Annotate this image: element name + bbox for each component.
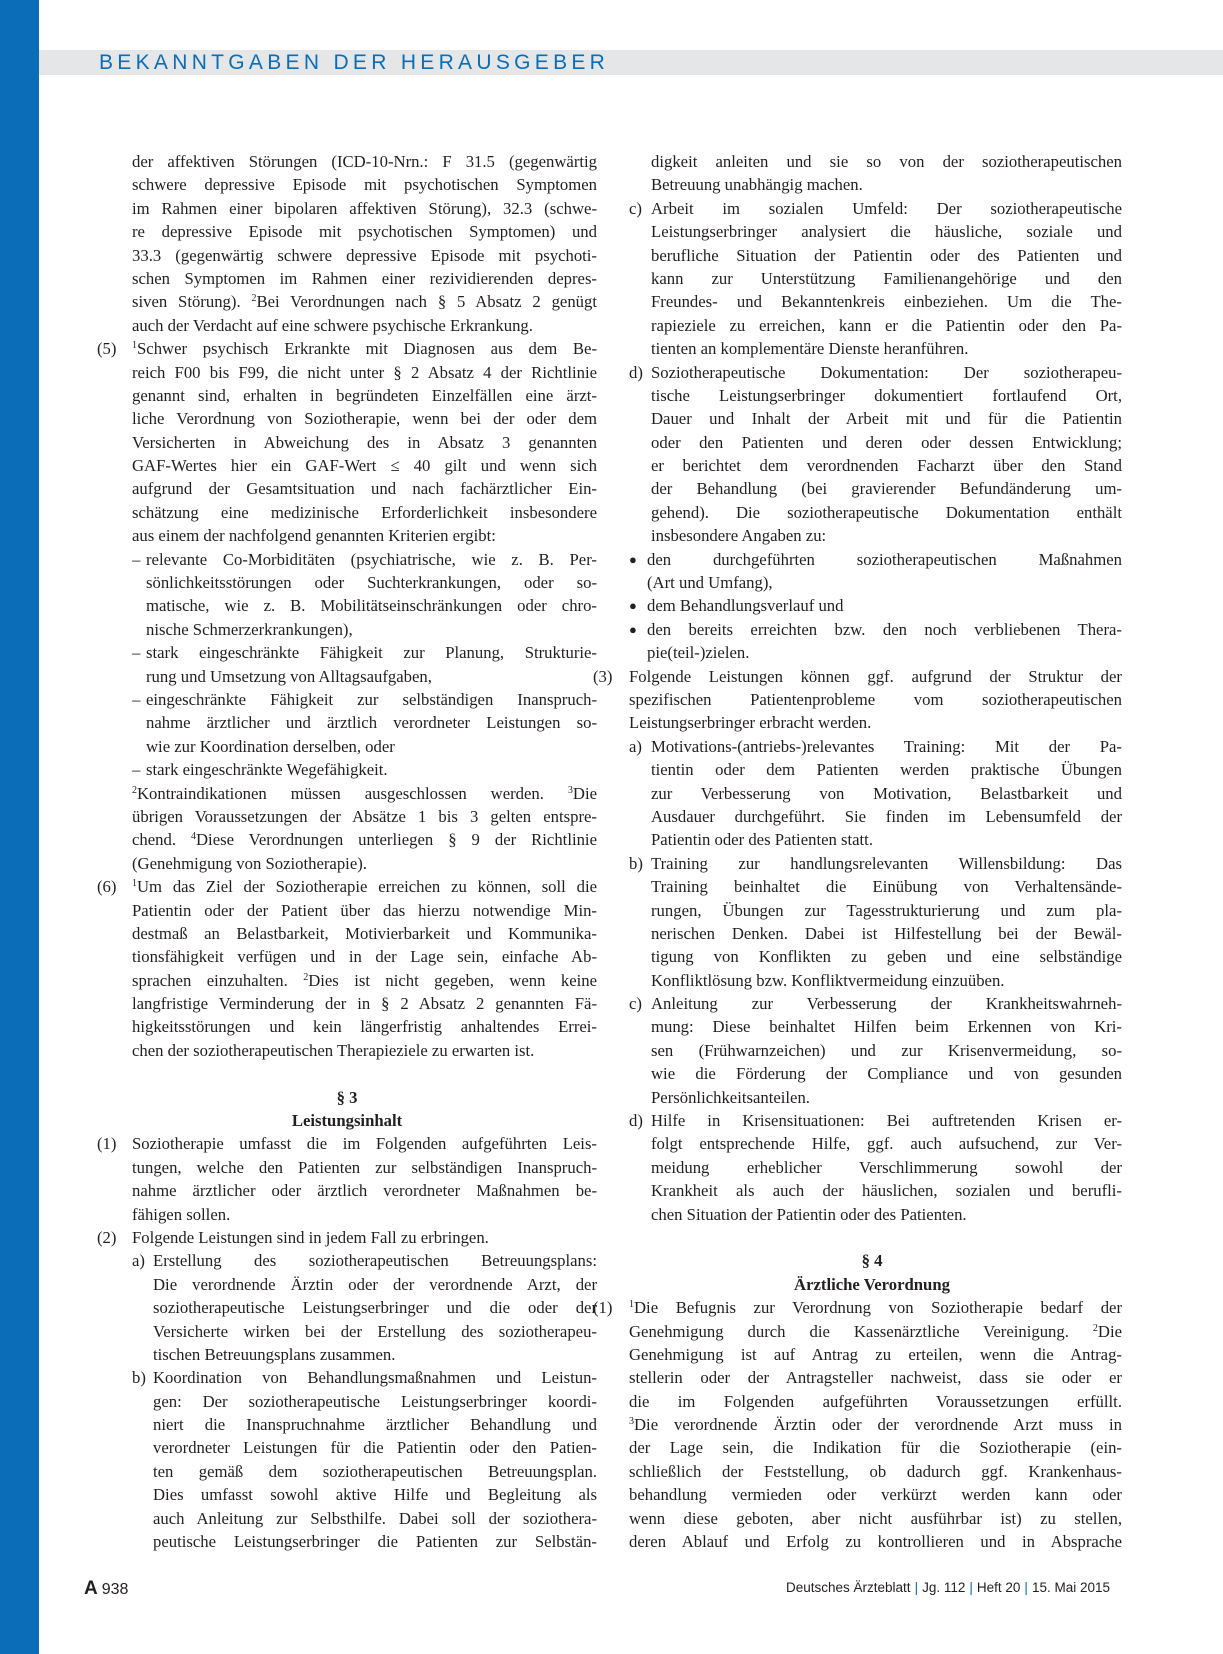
text-line: wie die Förderung der Compliance und von gesunden [651,1064,1122,1084]
paragraph-number: (6) [97,877,117,897]
text-line: ten gemäß dem soziotherapeutischen Betreuungsplan. [153,1461,597,1481]
paragraph-6 [97,875,597,1062]
section-header-title: BEKANNTGABEN DER HERAUSGEBER [99,51,610,74]
spacer [97,1062,597,1085]
text-line: (Art und Umfang), [647,573,773,593]
list-item [622,548,1122,595]
text-line: Krankheit als auch der häuslichen, sozialen und berufli- [651,1181,1122,1201]
text-line: Erstellung des soziotherapeutischen Betreuungsplans: [153,1251,597,1271]
text-line: zur Verbesserung von Motivation, Belastbarkeit und [651,783,1122,803]
bullet-icon: ● [629,598,637,614]
text-line: er berichtet dem verordnenden Facharzt über den Stand [651,456,1122,476]
text-line: berufliche Situation der Patientin oder des Patienten und [651,245,1122,265]
documentation-bullet-list [622,548,1122,665]
text-line: relevante Co-Morbiditäten (psychiatrische, wie z. B. Per- [146,549,597,569]
bullet-icon: ● [629,551,637,567]
text-line: destmaß an Belastbarkeit, Motivierbarkeit und Kommunika- [132,923,597,943]
text-line: Genehmigung ist auf Antrag zu erteilen, wenn die Antrag- [629,1344,1122,1364]
text-line: aufgrund der Gesamtsituation und nach fachärztlicher Ein- [132,479,597,499]
paragraph-5 [97,337,597,548]
text-line: Versicherten in Abweichung des in Absatz 3 genannten [132,432,597,452]
text-line: genannt sind, erhalten in begründeten Einzelfällen eine ärzt- [132,385,597,405]
item-a-motivationstraining [622,735,1122,852]
text-line: GAF-Wertes hier ein GAF-Wert ≤ 40 gilt und wenn sich [132,456,597,476]
text-line: Persönlichkeitsanteilen. [651,1087,810,1107]
text-line: siven Störung). $^2$Bei Verordnungen nach § 5 Absatz 2 genügt [132,292,597,312]
right-column [593,150,1122,1553]
text-line: auch Anleitung zur Selbsthilfe. Dabei soll der soziothera- [153,1508,597,1528]
text-line: langfristige Verminderung der in § 2 Absatz 2 genannten Fä- [132,994,597,1014]
text-line: insbesondere Angaben zu: [651,526,827,546]
text-line: $^1$Die Befugnis zur Verordnung von Soziotherapie bedarf der [629,1298,1122,1318]
section-4-title: Ärztliche Verordnung [794,1274,950,1294]
journal-volume: Jg. 112 [922,1580,966,1595]
text-line: tungen, welche den Patienten zur selbständigen Inanspruch- [132,1157,597,1177]
item-d-krisenhilfe [622,1109,1122,1226]
text-line: Training beinhaltet die Einübung von Verhaltensände- [651,877,1122,897]
item-label: a) [629,736,642,756]
text-line: dem Behandlungsverlauf und [647,596,844,616]
text-line: rapieziele zu erreichen, kann er die Patientin oder den Pa- [651,315,1122,335]
paragraph-number: (1) [97,1134,117,1154]
text-line: Patientin oder des Patienten statt. [651,830,873,850]
text-line: digkeit anleiten und sie so von der soziotherapeutischen [651,152,1122,171]
text-line: der Behandlung (bei gravierender Befundänderung um- [651,479,1122,499]
text-line: Konfliktlösung bzw. Konfliktvermeidung einzuüben. [651,970,1005,990]
text-line: Genehmigung durch die Kassenärztliche Vereinigung. $^2$Die [629,1321,1122,1341]
criteria-dash-list [97,548,597,782]
text-line: stark eingeschränkte Fähigkeit zur Planung, Strukturie- [146,643,597,663]
item-label: b) [132,1368,146,1388]
text-line: gehend). Die soziotherapeutische Dokumentation enthält [651,502,1122,522]
text-line: soziotherapeutische Leistungserbringer und die oder der [153,1298,597,1318]
text-line: stellerin oder der Antragsteller nachweist, dass sie oder er [629,1368,1122,1388]
text-line: gen: Der soziotherapeutische Leistungserbringer koordi- [153,1391,597,1411]
paragraph-number: (2) [97,1227,117,1247]
text-line: mung: Diese beinhaltet Hilfen beim Erkennen von Kri- [651,1017,1122,1037]
text-line: peutische Leistungserbringer die Patienten zur Selbstän- [153,1532,597,1552]
paragraph-number: (3) [593,666,613,686]
text-line: re depressive Episode mit psychotischen Symptomen) und [132,222,597,242]
text-line: rungen, Übungen zur Tagesstrukturierung und zum pla- [651,900,1122,920]
dash-marker: – [132,760,141,780]
text-line: nerischen Denken. Dabei ist Hilfestellung bei der Bewäl- [651,923,1122,943]
page-number-value: 938 [101,1581,129,1598]
text-line: Motivations-(antriebs-)relevantes Training: Mit der Pa- [651,736,1122,756]
right-continuation-paragraph [622,150,1122,197]
text-line: nische Schmerzerkrankungen), [146,619,353,639]
text-line: Arbeit im sozialen Umfeld: Der soziotherapeutische [651,198,1122,218]
list-item [97,688,597,758]
text-line: pie(teil-)zielen. [647,643,750,663]
text-line: verordneter Leistungen für die Patientin oder den Patien- [153,1438,597,1458]
item-label: b) [629,853,643,873]
text-line: liche Verordnung von Soziotherapie, wenn bei der oder dem [132,409,597,429]
text-line: Dauer und Inhalt der Arbeit mit und für die Patientin [651,409,1122,429]
text-line: $^1$Um das Ziel der Soziotherapie erreichen zu können, soll die [132,877,597,897]
section-4-paragraph-1 [593,1296,1122,1553]
text-line: Betreuung unabhängig machen. [651,175,863,195]
section-3-paragraph-2 [97,1226,597,1249]
page-prefix: A [84,1578,98,1599]
text-line: nahme ärztlicher und ärztlich verordneter Leistungen so- [146,713,597,733]
text-line: $^1$Schwer psychisch Erkrankte mit Diagnosen aus dem Be- [132,339,597,359]
text-line: (Genehmigung von Soziotherapie). [132,853,367,873]
text-line: schätzung eine medizinische Erforderlichkeit insbesondere [132,502,597,522]
text-line: den bereits erreichten bzw. den noch verbliebenen Thera- [647,619,1122,639]
text-line: matische, wie z. B. Mobilitätseinschränkungen oder chro- [146,596,597,616]
text-line: auch der Verdacht auf eine schwere psychische Erkrankung. [132,315,533,335]
text-line: behandlung vermieden oder verkürzt werden kann oder [629,1485,1122,1505]
item-label: c) [629,994,642,1014]
text-line: oder den Patienten und deren oder dessen Entwicklung; [651,432,1122,452]
item-label: c) [629,198,642,218]
separator: | [969,1580,973,1595]
dash-marker: – [132,549,141,569]
paragraph-3 [593,665,1122,735]
text-line: aus einem der nachfolgend genannten Kriterien ergibt: [132,526,496,546]
text-line: tigung von Konflikten zu geben und eine selbständige [651,947,1122,967]
text-line: Soziotherapeutische Dokumentation: Der soziotherapeu- [651,362,1122,382]
text-line: übrigen Voraussetzungen der Absätze 1 bis 3 gelten entspre- [132,806,597,826]
text-line: Soziotherapie umfasst die im Folgenden aufgeführten Leis- [132,1134,597,1154]
text-line: folgt entsprechende Hilfe, ggf. auch aufsuchend, zur Ver- [651,1134,1122,1154]
text-line: deren Ablauf und Erfolg zu kontrollieren und in Absprache [629,1532,1122,1552]
text-line: Folgende Leistungen können ggf. aufgrund der Struktur der [629,666,1122,686]
section-3-number: § 3 [336,1087,358,1107]
text-line: $^2$Kontraindikationen müssen ausgeschlossen werden. $^3$Die [132,783,597,803]
text-line: $^3$Die verordnende Ärztin oder der verordnende Arzt muss in [629,1415,1122,1435]
item-b-willensbildung [622,852,1122,992]
text-line: Ausdauer durchgeführt. Sie finden im Lebensumfeld der [651,806,1122,826]
left-continuation-paragraph [97,150,597,337]
left-color-bar [0,0,39,1654]
text-line: nahme ärztlicher oder ärztlich verordneter Maßnahmen be- [132,1181,597,1201]
text-line: kann zur Unterstützung Familienangehörige und den [651,268,1122,288]
paragraph-number: (1) [593,1298,613,1318]
text-line: reich F00 bis F99, die nicht unter § 2 Absatz 4 der Richtlinie [132,362,597,382]
text-line: eingeschränkte Fähigkeit zur selbständigen Inanspruch- [146,689,597,709]
text-line: der affektiven Störungen (ICD-10-Nrn.: F 31.5 (gegenwärtig [132,152,597,171]
text-line: sprachen einzuhalten. $^2$Dies ist nicht gegeben, wenn keine [132,970,597,990]
text-line: Leistungserbringer analysiert die häusliche, soziale und [651,222,1122,242]
text-line: Folgende Leistungen sind in jedem Fall zu erbringen. [132,1227,489,1247]
text-line: den durchgeführten soziotherapeutischen Maßnahmen [647,549,1122,569]
item-label: d) [629,1111,643,1131]
text-line: schen Symptomen im Rahmen einer rezividierenden depres- [132,268,597,288]
list-item [622,594,1122,617]
item-c-arbeit-im-umfeld [622,197,1122,361]
text-line: Leistungserbringer erbracht werden. [629,713,872,733]
dash-marker: – [132,689,141,709]
text-line: chen der soziotherapeutischen Therapieziele zu erwarten ist. [132,1040,535,1060]
list-item [97,641,597,688]
text-line: Anleitung zur Verbesserung der Krankheitswahrneh- [651,994,1122,1014]
page-number [84,1578,128,1600]
text-line: Training zur handlungsrelevanten Willensbildung: Das [651,853,1122,873]
text-line: tionsfähigkeit verfügen und in der Lage sein, einfache Ab- [132,947,597,967]
text-line: tische Leistungserbringer dokumentiert fortlaufend Ort, [651,385,1122,405]
item-label: d) [629,362,643,382]
text-line: rung und Umsetzung von Alltagsaufgaben, [146,666,432,686]
paragraph-number: (5) [97,339,117,359]
text-line: tientin oder dem Patienten werden praktische Übungen [651,760,1122,780]
text-line: der Lage sein, die Indikation für die Soziotherapie (ein- [629,1438,1122,1458]
section-4-number: § 4 [861,1251,883,1271]
text-line: niert die Inanspruchnahme ärztlicher Behandlung und [153,1415,597,1435]
text-line: 33.3 (gegenwärtig schwere depressive Episode mit psychoti- [132,245,597,265]
paragraph-5-tail [97,782,597,876]
item-c-krankheitswahrnehmung [622,992,1122,1109]
item-d-dokumentation [622,361,1122,548]
text-line: spezifischen Patientenprobleme vom soziotherapeutischen [629,689,1122,709]
list-item [97,758,597,781]
section-3-paragraph-1 [97,1132,597,1226]
separator: | [914,1580,919,1595]
list-item [622,618,1122,665]
text-line: Patientin oder der Patient über das hierzu notwendige Min- [132,900,597,920]
text-line: im Rahmen einer bipolaren affektiven Störung), 32.3 (schwe- [132,198,597,218]
text-line: sen (Frühwarnzeichen) und zur Krisenvermeidung, so- [651,1040,1122,1060]
text-line: Freundes- und Bekanntenkreis einbeziehen. Um die The- [651,292,1122,312]
text-line: stark eingeschränkte Wegefähigkeit. [146,760,388,780]
item-b-koordination [97,1366,597,1553]
list-item [97,548,597,642]
text-line: fähigen sollen. [132,1204,231,1224]
journal-date: 15. Mai 2015 [1031,1580,1110,1595]
item-label: a) [132,1251,145,1271]
text-line: Die verordnende Ärztin oder der verordnende Arzt, der [153,1274,597,1294]
text-line: wie zur Koordination derselben, oder [146,736,395,756]
text-line: die im Folgenden aufgeführten Voraussetzungen erfüllt. [629,1391,1122,1411]
spacer [622,1226,1122,1249]
journal-name: Deutsches Ärzteblatt [786,1580,911,1595]
text-line: schließlich der Feststellung, ob dadurch ggf. Krankenhaus- [629,1461,1122,1481]
text-line: Hilfe in Krisensituationen: Bei auftretenden Krisen er- [651,1111,1122,1131]
journal-issue: Heft 20 [976,1580,1021,1595]
section-3-title: Leistungsinhalt [291,1111,403,1131]
text-line: chen Situation der Patientin oder des Patienten. [651,1204,967,1224]
text-line: higkeitsstörungen und kein längerfristig anhaltendes Errei- [132,1017,597,1037]
text-line: sönlichkeitsstörungen oder Suchterkrankungen, oder so- [146,573,597,593]
text-line: chend. $^4$Diese Verordnungen unterliegen § 9 der Richtlinie [132,830,597,850]
separator: | [1024,1580,1028,1595]
text-line: schwere depressive Episode mit psychotischen Symptomen [132,175,597,195]
text-line: Dies umfasst sowohl aktive Hilfe und Begleitung als [153,1485,597,1505]
left-column [97,150,597,1553]
text-line: Koordination von Behandlungsmaßnahmen und Leistun- [153,1368,597,1388]
text-line: Versicherte wirken bei der Erstellung des soziotherapeu- [153,1321,597,1341]
journal-info [786,1580,1110,1595]
item-a-betreuungsplan [97,1249,597,1366]
text-line: tischen Betreuungsplans zusammen. [153,1344,396,1364]
text-line: meidung erheblicher Verschlimmerung sowohl der [651,1157,1122,1177]
text-line: wenn diese geboten, aber nicht ausführbar ist) zu stellen, [629,1508,1122,1528]
text-line: tienten an komplementäre Dienste heranführen. [651,339,969,359]
bullet-icon: ● [629,621,637,637]
dash-marker: – [132,643,141,663]
